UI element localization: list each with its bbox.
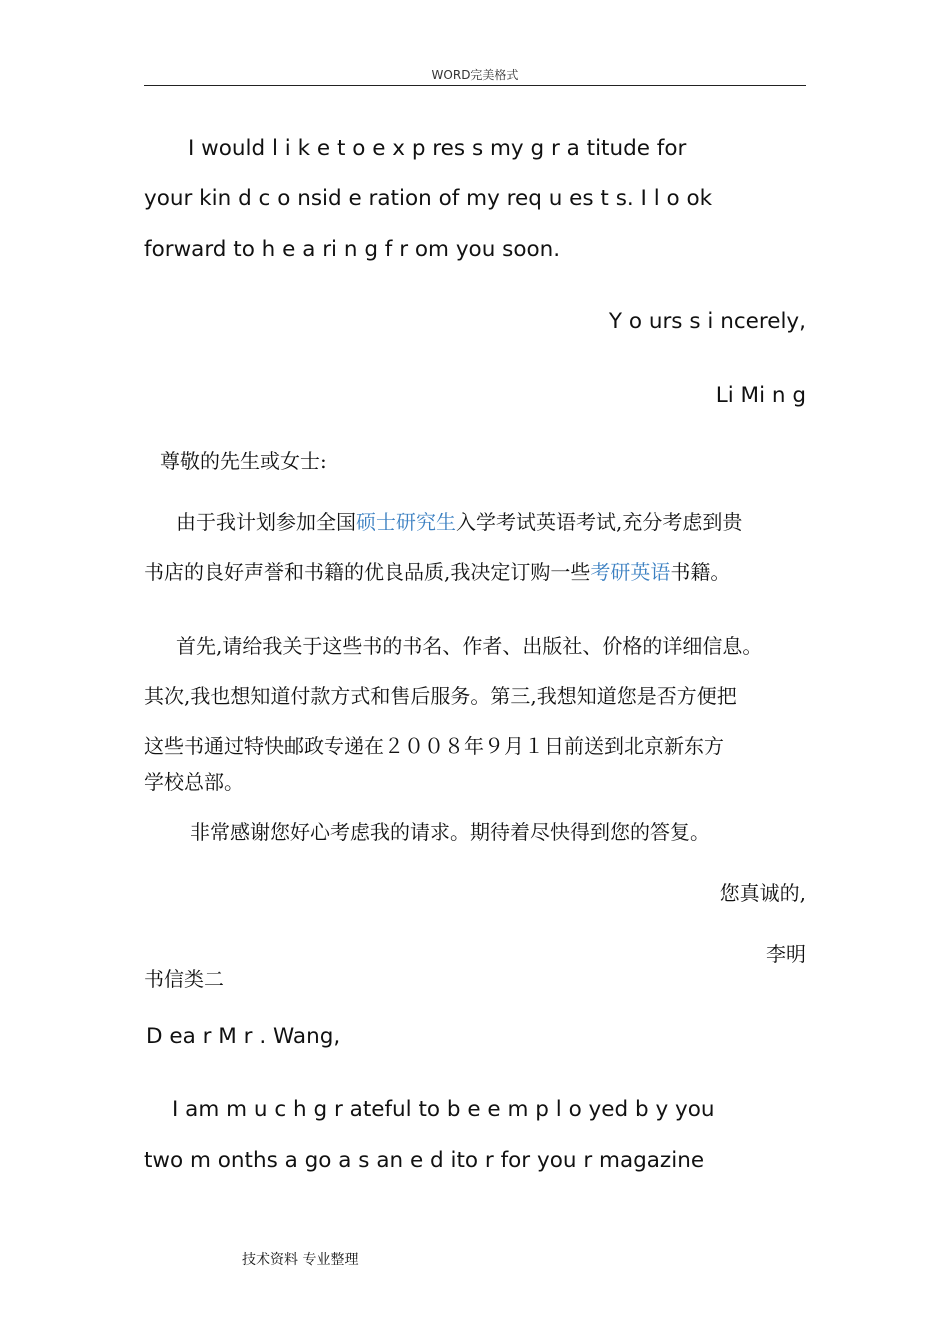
page-footer: 技术资料 专业整理 — [242, 1252, 359, 1268]
chinese-paragraph-2-line-2: 其次,我也想知道付款方式和售后服务。第三,我想知道您是否方便把 — [144, 684, 737, 708]
section-title: 书信类二 — [144, 967, 224, 991]
chinese-signature: 李明 — [766, 942, 806, 966]
link-kaoyan-english[interactable]: 考研英语 — [590, 560, 671, 584]
chinese-closing: 您真诚的, — [719, 881, 806, 905]
chinese-paragraph-2-line-3: 这些书通过特快邮政专递在２００８年９月１日前送到北京新东方 — [144, 734, 724, 758]
p1-text-c: 书店的良好声誉和书籍的优良品质,我决定订购一些 — [144, 560, 591, 584]
p1-text-d: 书籍。 — [670, 560, 731, 584]
link-master-graduate[interactable]: 硕士研究生 — [356, 510, 456, 534]
english-closing: Y o urs s i ncerely, — [608, 309, 806, 334]
chinese-salutation: 尊敬的先生或女士: — [160, 449, 327, 473]
english-line-3: forward to h e a ri n g f r om you soon. — [144, 237, 561, 262]
chinese-paragraph-3: 非常感谢您好心考虑我的请求。期待着尽快得到您的答复。 — [190, 820, 710, 844]
chinese-paragraph-1-line-2 — [144, 556, 730, 585]
chinese-paragraph-2-line-4: 学校总部。 — [144, 770, 244, 794]
english-signature: Li Mi n g — [715, 383, 806, 408]
chinese-paragraph-1-line-1 — [176, 506, 742, 535]
english-line-2: your kin d c o nsid e ration of my req u es t s. I l o ok — [144, 186, 713, 211]
header-divider — [144, 85, 806, 86]
english-line-1: I would l i k e t o e x p res s my g r a titude for — [188, 136, 687, 161]
p1-text-b: 入学考试英语考试,充分考虑到贵 — [456, 510, 743, 534]
page-header: WORD完美格式 — [431, 68, 519, 82]
letter2-salutation: D ea r M r . Wang, — [146, 1024, 341, 1049]
chinese-paragraph-2-line-1: 首先,请给我关于这些书的书名、作者、出版社、价格的详细信息。 — [176, 634, 763, 658]
letter2-line-1: I am m u c h g r ateful to b e e m p l o yed b y you — [172, 1097, 715, 1122]
letter2-line-2: two m onths a go a s an e d ito r for you r magazine — [144, 1148, 705, 1173]
p1-text-a: 由于我计划参加全国 — [176, 510, 356, 534]
